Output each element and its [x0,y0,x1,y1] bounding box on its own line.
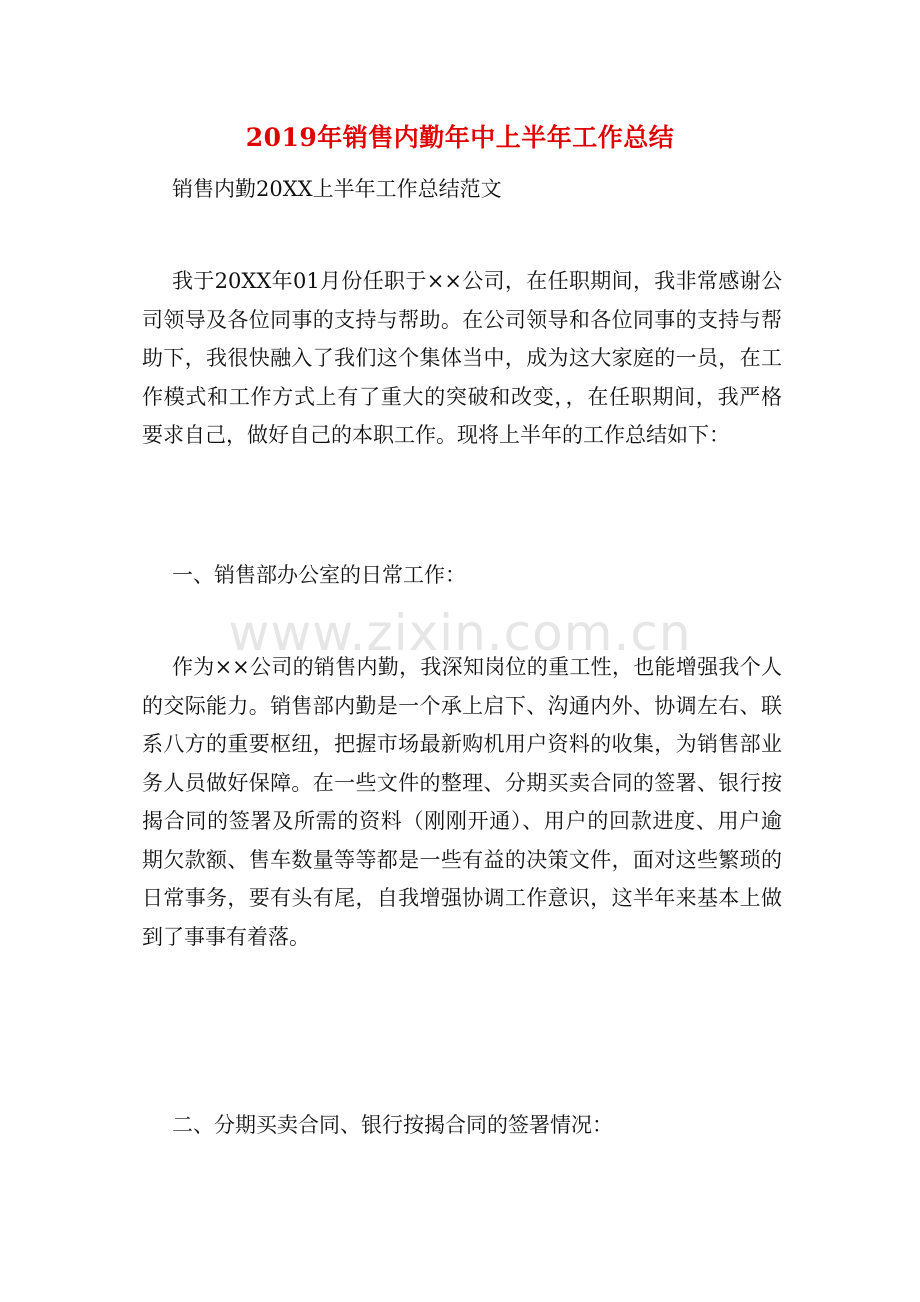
document-title: 2019年销售内勤年中上半年工作总结 [245,123,675,152]
section-1-heading: 一、销售部办公室的日常工作： [172,563,466,587]
section-2-heading: 二、分期买卖合同、银行按揭合同的签署情况： [172,1113,613,1137]
section-1-paragraph: 作为××公司的销售内勤，我深知岗位的重工性，也能增强我个人的交际能力。销售部内勤是一个承上启下、沟通内外、协调左右、联系八方的重要枢纽，把握市场最新购机用户资料的收集，为销售部业务人员做好保障。在一些文件的整理、分期买卖合同的签署、银行按揭合同的签署及所需的资料（刚刚开通）、用户的回款进度、用户逾期欠款额、售车数量等等都是一些有益的决策文件，面对这些繁琐的日常事务，要有头有尾，自我增强协调工作意识，这半年来基本上做到了事事有着落。 [142,655,782,949]
intro-paragraph: 我于20XX年01月份任职于××公司，在任职期间，我非常感谢公司领导及各位同事的支持与帮助。在公司领导和各位同事的支持与帮助下，我很快融入了我们这个集体当中，成为这大家庭的一员，在工作模式和工作方式上有了重大的突破和改变，，在任职期间，我严格要求自己，做好自己的本职工作。现将上半年的工作总结如下： [142,269,782,447]
watermark: www.zixin.com.cn [228,604,692,662]
document-subtitle: 销售内勤20XX上半年工作总结范文 [172,177,502,201]
